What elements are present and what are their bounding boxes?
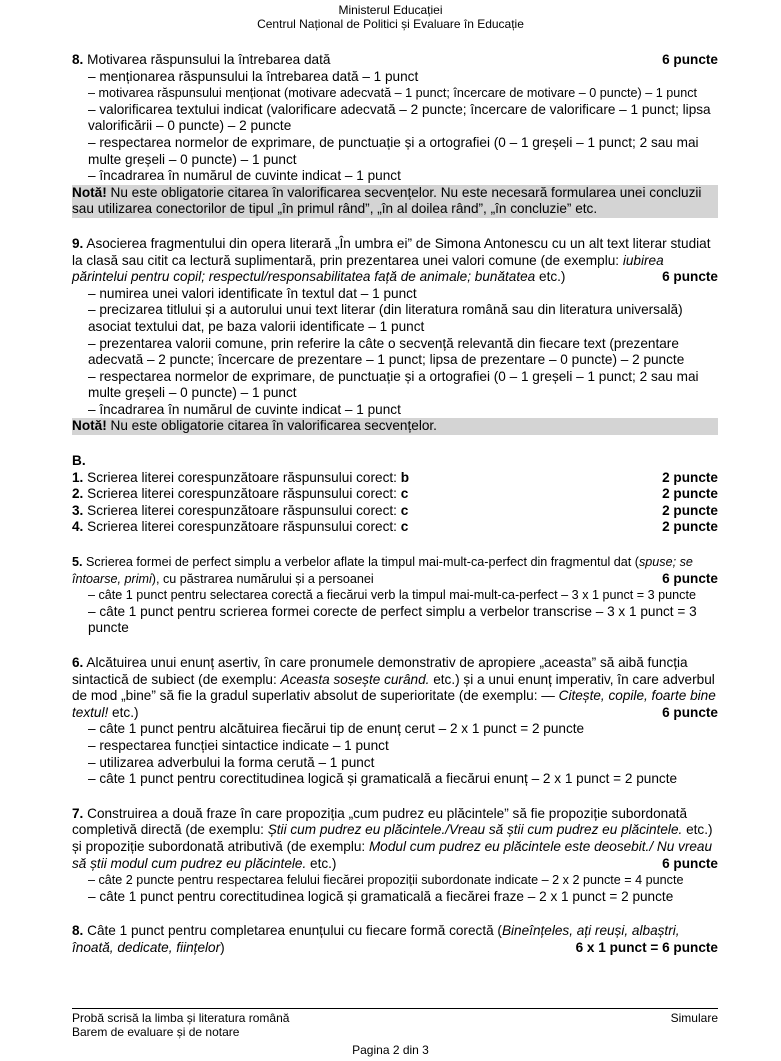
b-row (72, 470, 718, 487)
criterion: – respectarea funcției sintactice indicate – 1 punct (88, 737, 389, 753)
criterion: – câte 1 punct pentru corectitudinea logică și gramaticală a fiecărui enunț – 2 x 1 punct = 2 puncte (88, 771, 678, 787)
b-row-text: 2. Scrierea literei corespunzătoare răspunsului corect: c (72, 486, 409, 502)
criterion: – valorificarea textului indicat (valorificare adecvată – 2 puncte; încercare de valorificare – 1 punct; lipsa valorificării – 0 puncte) – 2 puncte (88, 101, 711, 134)
item-b7 (72, 806, 718, 906)
item-points: 2 puncte (662, 519, 718, 535)
item-title: Alcătuirea unui enunț asertiv, în care pronumele demonstrativ de apropiere „aceasta” să aibă funcția sintactică de subiect (de exemplu: (72, 655, 688, 687)
footer-exam-name: Probă scrisă la limba și literatura română (72, 1011, 290, 1025)
item-title: Asocierea fragmentului din opera literară „În umbra ei” de Simona Antonescu cu un alt text literar studiat la clasă sau citit ca lectură suplimentară, prin prezentarea unei valori comune (de exemplu: (72, 235, 711, 268)
item-example: Modul cum pudrez eu plăcintele este deosebit./ Nu vreau să știi modul cum pudrez eu plăcintele. (72, 838, 713, 871)
item-points: 6 x 1 punct = 6 puncte (570, 940, 718, 957)
item-title-mid: etc.) și propoziție subordonată atributivă (de exemplu: (72, 822, 713, 854)
criterion: – câte 1 punct pentru selectarea corectă a fiecărui verb la timpul mai-mult-ca-perfect – 3 x 1 punct = 3 puncte (88, 588, 696, 603)
footer-doc-type: Barem de evaluare și de notare (72, 1025, 240, 1039)
item-b5 (72, 554, 718, 637)
item-example: Știi cum pudrez eu plăcintele./Vreau să știi cum pudrez eu plăcintele. (267, 822, 683, 838)
item-example: iubirea părintelui pentru copil; respectul/responsabilitatea față de animale; bunătatea (72, 252, 664, 285)
item-title: Câte 1 punct pentru completarea enunțului cu fiecare formă corectă ( (87, 923, 502, 939)
item-b8 (72, 923, 718, 956)
page-number: Pagina 2 din 3 (352, 1043, 429, 1057)
item-title-end: etc.) (306, 855, 337, 871)
item-example: Citește, copile, foarte bine textul! (72, 688, 716, 720)
criterion: – precizarea titlului și a autorului unui text literar (din literatura română sau din literatura universală) asociat textului dat, pe baza valorii identificate – 1 punct (88, 302, 683, 334)
note-label: Notă! (72, 418, 107, 434)
item-number: 5. (72, 555, 83, 570)
item-title: Motivarea răspunsului la întrebarea dată (87, 52, 331, 67)
item-title-end: ), cu păstrarea numărului și a persoanei (151, 571, 374, 586)
note-label: Notă! (72, 184, 107, 200)
item-points: 6 puncte (656, 705, 718, 722)
item-example: spuse; se întoarse, primi (72, 555, 693, 586)
item-b6 (72, 655, 718, 788)
criterion: – încadrarea în numărul de cuvinte indicat – 1 punct (88, 401, 401, 417)
b-row (72, 519, 718, 536)
item-title-end: etc.) (535, 269, 566, 285)
footer-divider (72, 1008, 718, 1009)
note-text: Nu este obligatorie citarea în valorificarea secvențelor. Nu este necesară formularea unei concluzii sau utilizarea conectorilor de tipul „în primul rând”, „în al doilea rând”, „în concluzie” etc. (72, 184, 702, 217)
document-body (72, 52, 718, 975)
item-points: 2 puncte (662, 486, 718, 502)
page-header (0, 3, 781, 31)
item-title-mid: etc.) și a unui enunț imperativ, în care adverbul de mod „bine” să fie la gradul superlativ absolut de superioritate (de exemplu: — (72, 671, 715, 704)
criterion: – câte 1 punct pentru alcătuirea fiecărui tip de enunț cerut – 2 x 1 punct = 2 puncte (88, 721, 585, 737)
criterion: – respectarea normelor de exprimare, de punctuație și a ortografiei (0 – 1 greșeli – 1 punct; 2 sau mai multe greșeli – 0 puncte) – 1 punct (88, 368, 699, 401)
b-row-text: 1. Scrierea literei corespunzătoare răspunsului corect: b (72, 469, 410, 485)
criterion: – câte 1 punct pentru scrierea formei corecte de perfect simplu a verbelor transcrise – 3 x 1 punct = 3 puncte (88, 603, 697, 636)
item-title-end: ) (220, 939, 225, 955)
criterion: – menționarea răspunsului la întrebarea dată – 1 punct (88, 68, 419, 84)
section-label: B. (72, 453, 86, 469)
item-points: 6 puncte (656, 856, 718, 873)
item-number: 8. (72, 52, 84, 67)
item-b7-title (72, 806, 718, 872)
section-b (72, 453, 718, 536)
item-a9-title (72, 236, 718, 286)
item-b8-title (72, 923, 718, 956)
item-title: Construirea a două fraze în care propoziția „cum pudrez eu plăcintele” să fie propoziție subordonată completivă directă (de exemplu: (72, 805, 688, 838)
criterion: – numirea unei valori identificate în textul dat – 1 punct (88, 285, 417, 301)
note-box (72, 185, 718, 218)
note-text: Nu este obligatorie citarea în valorificarea secvențelor. (106, 418, 437, 434)
item-a8-title (72, 52, 718, 69)
item-points: 6 puncte (656, 52, 718, 69)
item-title: Scrierea formei de perfect simplu a verbelor aflate la timpul mai-mult-ca-perfect din fragmentul dat ( (86, 555, 639, 570)
item-b5-title (72, 554, 718, 587)
item-number: 9. (72, 235, 84, 251)
item-points: 2 puncte (662, 502, 718, 518)
criterion: – respectarea normelor de exprimare, de punctuație și a ortografiei (0 – 1 greșeli – 1 punct; 2 sau mai multe greșeli – 0 puncte) – 1 punct (88, 134, 699, 167)
b-row (72, 503, 718, 520)
b-row (72, 486, 718, 503)
item-points: 6 puncte (656, 571, 718, 588)
item-number: 6. (72, 655, 84, 670)
page-footer (72, 1011, 718, 1039)
item-number: 7. (72, 805, 84, 821)
criterion: – încadrarea în numărul de cuvinte indicat – 1 punct (88, 168, 401, 184)
footer-session: Simulare (670, 1011, 718, 1025)
criterion: – motivarea răspunsului menționat (motivare adecvată – 1 punct; încercare de motivare – 0 puncte) – 1 punct (88, 86, 698, 101)
b-row-text: 4. Scrierea literei corespunzătoare răspunsului corect: c (72, 519, 409, 535)
center-name: Centrul Național de Politici și Evaluare în Educație (257, 17, 524, 31)
criterion: – câte 1 punct pentru corectitudinea logică și gramaticală a fiecărei fraze – 2 x 1 punct = 2 puncte (88, 888, 674, 904)
item-a8 (72, 52, 718, 218)
item-b6-title (72, 655, 718, 721)
ministry-name: Ministerul Educației (338, 3, 443, 17)
item-a9 (72, 236, 718, 435)
item-points: 2 puncte (662, 469, 718, 485)
criterion: – câte 2 puncte pentru respectarea felului fiecărei propoziții subordonate indicate – 2 x 2 puncte = 4 puncte (88, 873, 684, 888)
note-box (72, 418, 718, 435)
item-number: 8. (72, 923, 84, 939)
criterion: – utilizarea adverbului la forma cerută – 1 punct (88, 754, 375, 770)
item-example: Aceasta sosește curând. (280, 671, 430, 687)
item-title-end: etc.) (108, 704, 139, 720)
b-row-text: 3. Scrierea literei corespunzătoare răspunsului corect: c (72, 502, 409, 518)
criterion: – prezentarea valorii comune, prin referire la câte o secvență relevantă din fiecare text (prezentare adecvată – 2 puncte; încercare de prezentare – 1 punct; lipsa de prezentare – 0 puncte) – 2 puncte (88, 335, 685, 368)
item-example: Bineînțeles, ați reuși, albaștri, înoată, dedicate, ființelor (72, 923, 680, 955)
item-points: 6 puncte (656, 269, 718, 286)
